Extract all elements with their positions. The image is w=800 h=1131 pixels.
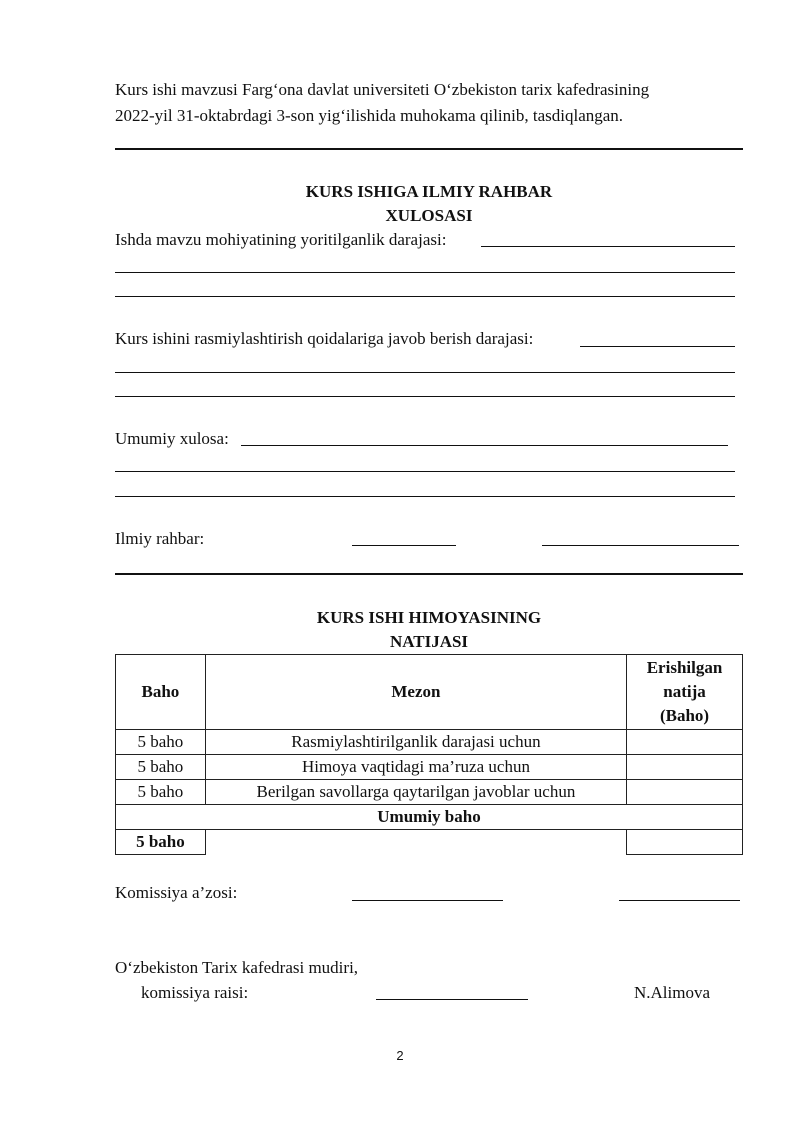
supervisor-name-line[interactable] [542,545,739,546]
row-grade: 5 baho [116,730,206,755]
defense-title-line-2: NATIJASI [389,632,469,651]
table-row [116,780,743,805]
row-grade: 5 baho [116,755,206,780]
header-criterion: Mezon [205,655,626,730]
head-label-line-2: komissiya raisi: [141,983,249,1002]
header-grade: Baho [116,655,206,730]
head-label-line-1: O‘zbekiston Tarix kafedrasi mudiri, [115,958,359,977]
field2-input-line-2[interactable] [115,372,735,373]
defense-section-title [115,606,743,654]
supervisor-section-title [115,180,743,228]
field1-input-line-2[interactable] [115,272,735,273]
row-criterion: Berilgan savollarga qaytarilgan javoblar uchun [205,780,626,805]
commission-member-label: Komissiya a’zosi: [115,883,238,902]
results-table [115,654,743,855]
supervisor-title-line-1: KURS ISHIGA ILMIY RAHBAR [305,182,553,201]
intro-line-1: Kurs ishi mavzusi Farg‘ona davlat universiteti O‘zbekiston tarix kafedrasining [115,80,650,99]
total-grade: 5 baho [116,830,206,855]
table-row [116,730,743,755]
field1-input-line-3[interactable] [115,296,735,297]
header-result: Erishilgan natija (Baho) [627,655,743,730]
field1-input-line[interactable] [481,246,735,247]
total-empty-cell [205,830,626,855]
row-result-cell[interactable] [627,755,743,780]
field3-input-line[interactable] [241,445,728,446]
field3-input-line-2[interactable] [115,471,735,472]
intro-paragraph [115,77,755,129]
field3-input-line-3[interactable] [115,496,735,497]
field3-label: Umumiy xulosa: [115,429,229,448]
commission-name-line[interactable] [619,900,740,901]
page-number: 2 [396,1048,404,1063]
field1-label: Ishda mavzu mohiyatining yoritilganlik darajasi: [115,230,447,249]
total-result-cell[interactable] [627,830,743,855]
field2-label: Kurs ishini rasmiylashtirish qoidalariga javob berish darajasi: [115,329,534,348]
commission-signature-line[interactable] [352,900,503,901]
row-criterion: Rasmiylashtirilganlik darajasi uchun [205,730,626,755]
intro-line-2: 2022-yil 31-oktabrdagi 3-son yig‘ilishida muhokama qilinib, tasdiqlangan. [115,106,624,125]
row-result-cell[interactable] [627,780,743,805]
head-signature-line[interactable] [376,999,528,1000]
supervisor-signer-label: Ilmiy rahbar: [115,529,205,548]
total-grade-row [116,830,743,855]
total-label: Umumiy baho [116,805,743,830]
field2-input-line[interactable] [580,346,735,347]
row-grade: 5 baho [116,780,206,805]
field2-input-line-3[interactable] [115,396,735,397]
table-row [116,755,743,780]
divider-middle [115,573,743,575]
row-criterion: Himoya vaqtidagi ma’ruza uchun [205,755,626,780]
head-name: N.Alimova [634,983,711,1002]
defense-title-line-1: KURS ISHI HIMOYASINING [316,608,542,627]
supervisor-signature-line[interactable] [352,545,456,546]
supervisor-title-line-2: XULOSASI [385,206,473,225]
divider-top [115,148,743,150]
table-header-row [116,655,743,730]
total-label-row [116,805,743,830]
row-result-cell[interactable] [627,730,743,755]
